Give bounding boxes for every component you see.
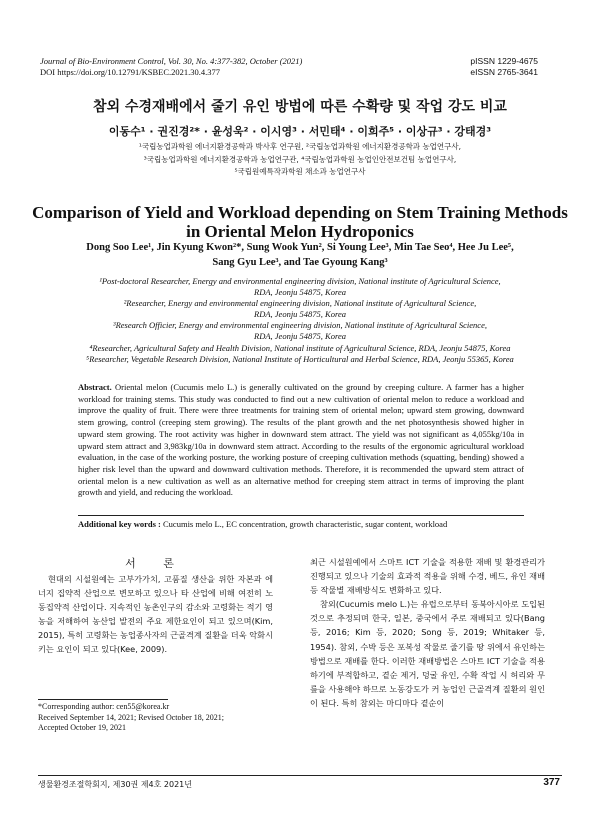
english-title-line: in Oriental Melon Hydroponics: [186, 222, 414, 241]
footer-journal: 생물환경조절학회지, 제30권 제4호 2021년: [38, 780, 192, 789]
korean-affiliations: [0, 141, 600, 179]
english-affiliation-line: ¹Post-doctoral Researcher, Energy and environmental engineering division, National institute of Agricultural Science,: [99, 276, 501, 286]
english-title-line: Comparison of Yield and Workload depending on Stem Training Methods: [32, 203, 568, 222]
body-paragraph: 현대의 시설원예는 고부가가치, 고품질 생산을 위한 자본과 에너지 집약적 산업으로 변모하고 있으나 타 산업에 비해 여전히 노동집약적 산업이다. 지속적인 농촌인구의 감소와 고령화는 적기 영농을 저해하여 농산업 발전의 주요 제한요인이 되고 있으며(Kim, 2015), 특히 고령화는 농업종사자의 근골격계 질환을 더욱 악화시키는 요인이 되고 있다(Kee, 2009).: [38, 574, 273, 655]
english-authors: [0, 240, 600, 270]
keywords-text: Cucumis melo L., EC concentration, growth characteristic, sugar content, workload: [163, 519, 448, 529]
korean-affiliation-line: ⁵국립원예특작과학원 채소과 농업연구사: [234, 167, 366, 176]
english-affiliation-line: ⁴Researcher, Agricultural Safety and Health Division, National institute of Agricultural Science, RDA, Jeonju 54875, Korea: [89, 342, 511, 353]
korean-affiliation-line: ³국립농업과학원 에너지환경공학과 농업연구관, ⁴국립농업과학원 농업인안전보건팀 농업연구사,: [143, 154, 457, 164]
english-title: [0, 203, 600, 241]
english-affiliations: [40, 276, 560, 365]
keywords-label: Additional key words :: [78, 519, 161, 529]
footnote-divider: [38, 699, 168, 700]
issn-block: [470, 56, 538, 78]
abstract-label: Abstract.: [78, 382, 112, 392]
corresponding-author: *Corresponding author: cen55@korea.kr: [38, 702, 170, 711]
keywords: [78, 519, 524, 529]
english-affiliation-line: RDA, Jeonju 54875, Korea: [254, 309, 346, 320]
eissn: eISSN 2765-3641: [470, 67, 538, 77]
body-column-right: [310, 555, 545, 710]
footnote: [38, 702, 224, 734]
abstract-divider: [78, 515, 524, 516]
korean-title: 참외 수경재배에서 줄기 유인 방법에 따른 수확량 및 작업 강도 비교: [93, 99, 507, 115]
page-number: 377: [543, 777, 560, 788]
abstract: [78, 382, 524, 499]
pissn: pISSN 1229-4675: [470, 56, 538, 66]
body-paragraph: 참외(Cucumis melo L.)는 유럽으로부터 동북아시아로 도입된 것으로 추정되며 한국, 일본, 중국에서 주로 재배되고 있다(Bang 등, 2016; Kim 등, 2020; Song 등, 2019; Whitaker 등, 1954). 참외, 수박 등은 포복성 작물로 줄기를 땅 위에서 유인하는 방법으로 재배를 한다. 이러한 재배방법은 스마트 ICT 기술을 적용하기에 부적합하고, 곁순 제거, 덩굴 유인, 수확 작업 시 허리와 무릎을 사용해야 하므로 노동강도가 커 농업인 근골격계 질환의 원인이 된다. 특히 참외는 마디마다 곁순이: [310, 599, 545, 708]
body-column-left: [38, 572, 273, 657]
korean-authors: 이동수¹ · 권진경²* · 윤성욱² · 이시영³ · 서민태⁴ · 이희주⁵ · 이상규³ · 강태경³: [108, 125, 492, 138]
korean-affiliation-line: ¹국립농업과학원 에너지환경공학과 박사후 연구원, ²국립농업과학원 에너지환경공학과 농업연구사,: [138, 142, 462, 151]
journal-citation: Journal of Bio-Environment Control, Vol. 30, No. 4:377-382, October (2021): [40, 56, 303, 66]
abstract-text: Oriental melon (Cucumis melo L.) is generally cultivated on the ground by creeping culture. A farmer has a higher workload for training stems. This study was conducted to find out a new cultivation of oriental melon to reduce a workload and improve the quality of fruit. There were three treatments for training stem of oriental melon; upward stem growing, downward stem growing, control (creeping stem growing). The results of the plant growth and the net photosynthesis showed higher in upward stem growing. The root activity was higher in downward stem attract. The yield was not significant as 4,055kg/10a in upward stem attract and 3,983kg/10a in downward stem attract. According to the results of the ergonomic agricultural workload evaluation, in the case of the working posture, the working posture of creeping cultivation methods (squatting, bending) showed a higher risk level than the upward and downward cultivation methods. Therefore, it is recommended the upward stem attract of oriental melon is a new cultivation as well as an alternative method for creeping stem attract in terms of improving the plant growth and yield, and reducing the workload.: [78, 382, 525, 498]
english-affiliation-line: RDA, Jeonju 54875, Korea: [254, 331, 346, 342]
journal-header: [40, 56, 302, 78]
english-affiliation-line: ²Researcher, Energy and environmental engineering division, National institute of Agricultural Science,: [123, 298, 477, 309]
english-affiliation-line: ³Research Officier, Energy and environmental engineering division, National institute of Agricultural Science,: [113, 320, 487, 331]
footer-divider: [38, 775, 562, 776]
english-affiliation-line: RDA, Jeonju 54875, Korea: [254, 287, 346, 298]
accepted-date: Accepted October 19, 2021: [38, 723, 126, 733]
body-paragraph: 최근 시설원예에서 스마트 ICT 기술을 적용한 재배 및 환경관리가 진행되고 있으나 기술의 효과적 적용을 위해 수경, 베드, 유인 재배 등 작물별 재배방식도 변화하고 있다.: [310, 557, 545, 596]
section-title-introduction: 서 론: [125, 557, 186, 570]
english-authors-line: Dong Soo Lee¹, Jin Kyung Kwon²*, Sung Wook Yun², Si Young Lee³, Min Tae Seo⁴, Hee Ju Lee⁵,: [86, 242, 514, 253]
received-dates: Received September 14, 2021; Revised October 18, 2021;: [38, 712, 224, 722]
doi-line: DOI https://doi.org/10.12791/KSBEC.2021.30.4.377: [40, 67, 221, 77]
english-affiliation-line: ⁵Researcher, Vegetable Research Division, National Institute of Horticultural and Herbal Science, RDA, Jeonju 55365, Korea: [86, 353, 514, 364]
english-authors-line: Sang Gyu Lee³, and Tae Gyoung Kang³: [212, 257, 388, 268]
